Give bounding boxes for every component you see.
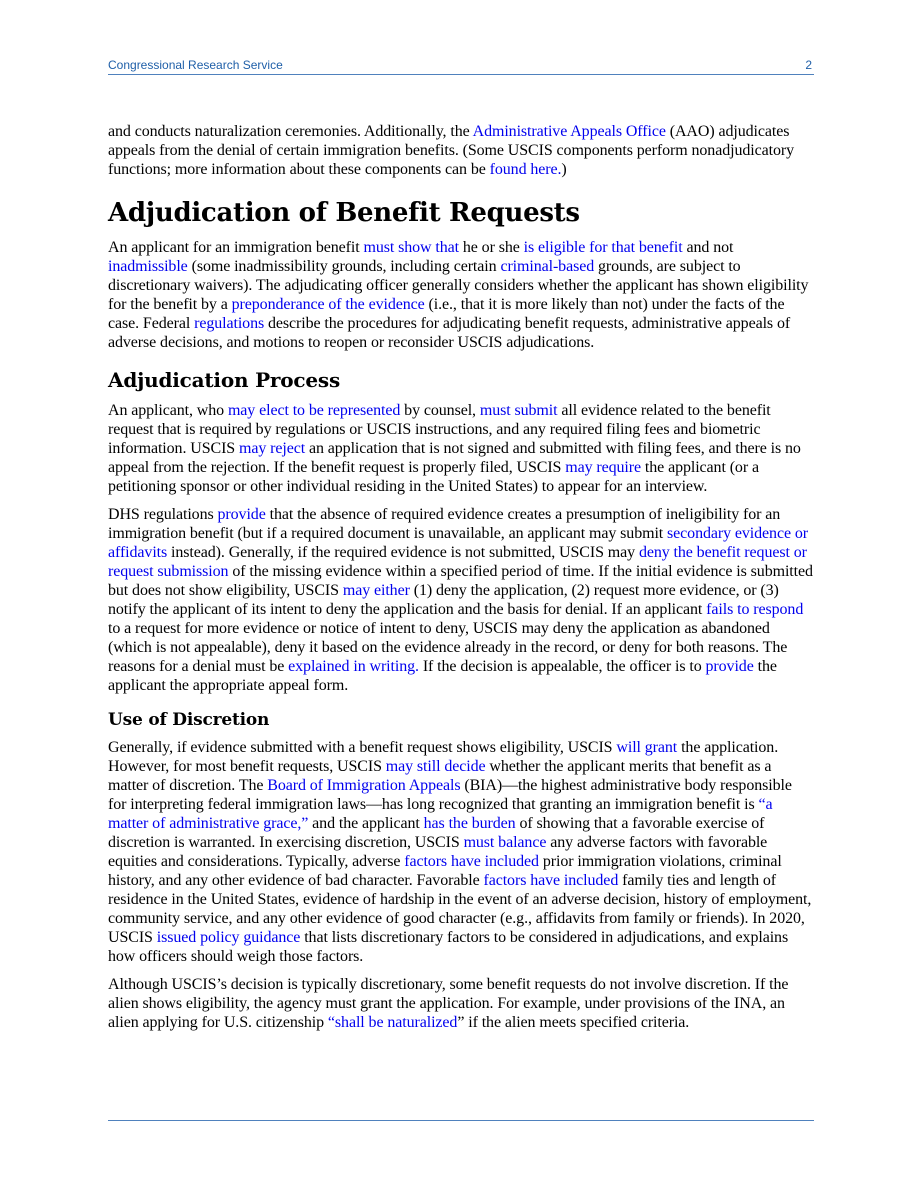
paragraph-text: grounds, are subject to discretionary waivers). The adjudicating officer generally considers whether the applicant has shown eligibility for the benefit by a bbox=[108, 258, 809, 313]
inline-link[interactable]: found here. bbox=[489, 161, 562, 178]
footer-rule bbox=[108, 1120, 814, 1121]
paragraph-text: describe the procedures for adjudicating benefit requests, administrative appeals of adverse decisions, and motions to reopen or reconsider USCIS adjudications. bbox=[108, 315, 791, 351]
inline-link[interactable]: Administrative Appeals Office bbox=[472, 123, 666, 140]
paragraph-text: any adverse factors with favorable equities and considerations. Typically, adverse bbox=[108, 834, 768, 870]
inline-link[interactable]: factors have included bbox=[404, 853, 539, 870]
paragraph-text: whether the applicant merits that benefit as a matter of discretion. The bbox=[108, 758, 772, 794]
document-body bbox=[108, 122, 814, 1041]
paragraph-text: An applicant for an immigration benefit bbox=[108, 239, 364, 256]
inline-link[interactable]: issued policy guidance bbox=[156, 929, 301, 946]
paragraph-text: all evidence related to the benefit request that is required by regulations or USCIS instructions, and any required filing fees and biometric information. USCIS bbox=[108, 402, 771, 457]
inline-link[interactable]: inadmissible bbox=[108, 258, 188, 275]
inline-link[interactable]: must show that bbox=[363, 239, 459, 256]
paragraph-text: instead). Generally, if the required evidence is not submitted, USCIS may bbox=[167, 544, 639, 561]
process-paragraph-1 bbox=[108, 401, 814, 496]
inline-link[interactable]: fails to respond bbox=[706, 601, 804, 618]
intro-paragraph bbox=[108, 122, 814, 179]
inline-link[interactable]: explained in writing. bbox=[288, 658, 419, 675]
paragraph-text: Generally, if evidence submitted with a benefit request shows eligibility, USCIS bbox=[108, 739, 617, 756]
paragraph-text: DHS regulations bbox=[108, 506, 218, 523]
page-header bbox=[108, 58, 814, 75]
inline-link[interactable]: secondary evidence or affidavits bbox=[108, 525, 808, 561]
inline-link[interactable]: has the burden bbox=[423, 815, 516, 832]
inline-link[interactable]: may still decide bbox=[385, 758, 486, 775]
paragraph-text: of the missing evidence within a specified period of time. If the initial evidence is submitted but does not show eligibility, USCIS bbox=[108, 563, 813, 599]
paragraph-text: and conducts naturalization ceremonies. Additionally, the bbox=[108, 123, 473, 140]
paragraph-text: An applicant, who bbox=[108, 402, 228, 419]
paragraph-text: family ties and length of residence in the United States, evidence of hardship in the event of an adverse decision, history of employment, community service, and any other evidence of good character (e.g., affidavits from family or friends). In 2020, USCIS bbox=[108, 872, 812, 946]
inline-link[interactable]: must balance bbox=[463, 834, 547, 851]
paragraph-text: by counsel, bbox=[400, 402, 480, 419]
paragraph-text: (1) deny the application, (2) request more evidence, or (3) notify the applicant of its intent to deny the application and the basis for denial. If an applicant bbox=[108, 582, 779, 618]
inline-link[interactable]: “shall be naturalized bbox=[327, 1014, 458, 1031]
inline-link[interactable]: will grant bbox=[616, 739, 678, 756]
page-number: 2 bbox=[805, 58, 812, 72]
inline-link[interactable]: may require bbox=[565, 459, 642, 476]
paragraph-text: of showing that a favorable exercise of discretion is warranted. In exercising discretion, USCIS bbox=[108, 815, 765, 851]
paragraph-text: the applicant the appropriate appeal form. bbox=[108, 658, 777, 694]
inline-link[interactable]: deny the benefit request or request submission bbox=[108, 544, 807, 580]
paragraph-text: (AAO) adjudicates appeals from the denial of certain immigration benefits. (Some USCIS components perform nonadjudicatory functions; more information about these components can be bbox=[108, 123, 794, 178]
inline-link[interactable]: provide bbox=[217, 506, 266, 523]
paragraph-text: an application that is not signed and submitted with filing fees, and there is no appeal from the rejection. If the benefit request is properly filed, USCIS bbox=[108, 440, 801, 476]
subsection-heading: Adjudication Process bbox=[108, 368, 341, 392]
process-paragraph-2 bbox=[108, 505, 814, 695]
paragraph-text: (BIA)—the highest administrative body responsible for interpreting federal immigration laws—has long recognized that granting an immigration benefit is bbox=[108, 777, 792, 813]
inline-link[interactable]: may reject bbox=[239, 440, 306, 457]
inline-link[interactable]: may either bbox=[342, 582, 410, 599]
paragraph-text: ) bbox=[561, 161, 567, 178]
paragraph-text: prior immigration violations, criminal history, and any other evidence of bad character. Favorable bbox=[108, 853, 782, 889]
paragraph-text: and the applicant bbox=[308, 815, 424, 832]
paragraph-text: ” if the alien meets specified criteria. bbox=[457, 1014, 690, 1031]
paragraph-text: that the absence of required evidence creates a presumption of ineligibility for an immigration benefit (but if a required document is unavailable, an applicant may submit bbox=[108, 506, 781, 542]
benefit-requests-paragraph bbox=[108, 238, 814, 352]
inline-link[interactable]: “a matter of administrative grace,” bbox=[108, 796, 773, 832]
section-heading: Adjudication of Benefit Requests bbox=[108, 198, 580, 228]
paragraph-text: (some inadmissibility grounds, including certain bbox=[187, 258, 501, 275]
inline-link[interactable]: provide bbox=[705, 658, 754, 675]
paragraph-text: If the decision is appealable, the officer is to bbox=[418, 658, 706, 675]
inline-link[interactable]: may elect to be represented bbox=[227, 402, 401, 419]
inline-link[interactable]: must submit bbox=[479, 402, 558, 419]
paragraph-text: the applicant (or a petitioning sponsor or other individual residing in the United States) to appear for an interview. bbox=[108, 459, 759, 495]
paragraph-text: he or she bbox=[458, 239, 524, 256]
paragraph-text: and not bbox=[682, 239, 734, 256]
paragraph-text: that lists discretionary factors to be considered in adjudications, and explains how officers should weigh those factors. bbox=[108, 929, 789, 965]
inline-link[interactable]: Board of Immigration Appeals bbox=[267, 777, 461, 794]
inline-link[interactable]: regulations bbox=[194, 315, 265, 332]
paragraph-text: to a request for more evidence or notice of intent to deny, USCIS may deny the application as abandoned (which is not appealable), deny it based on the evidence already in the record, or deny for both reasons. The reasons for a denial must be bbox=[108, 620, 788, 675]
inline-link[interactable]: criminal-based bbox=[500, 258, 595, 275]
inline-link[interactable]: preponderance of the evidence bbox=[231, 296, 425, 313]
sub-subsection-heading: Use of Discretion bbox=[108, 710, 270, 730]
paragraph-text: Although USCIS’s decision is typically discretionary, some benefit requests do not involve discretion. If the alien shows eligibility, the agency must grant the application. For example, under provisions of the INA, an alien applying for U.S. citizenship bbox=[108, 976, 789, 1031]
header-org-name: Congressional Research Service bbox=[108, 58, 283, 72]
paragraph-text: the application. However, for most benefit requests, USCIS bbox=[108, 739, 779, 775]
discretion-paragraph-1 bbox=[108, 738, 814, 966]
paragraph-text: (i.e., that it is more likely than not) under the facts of the case. Federal bbox=[108, 296, 785, 332]
inline-link[interactable]: is eligible for that benefit bbox=[523, 239, 683, 256]
inline-link[interactable]: factors have included bbox=[483, 872, 619, 889]
discretion-paragraph-2 bbox=[108, 975, 814, 1032]
